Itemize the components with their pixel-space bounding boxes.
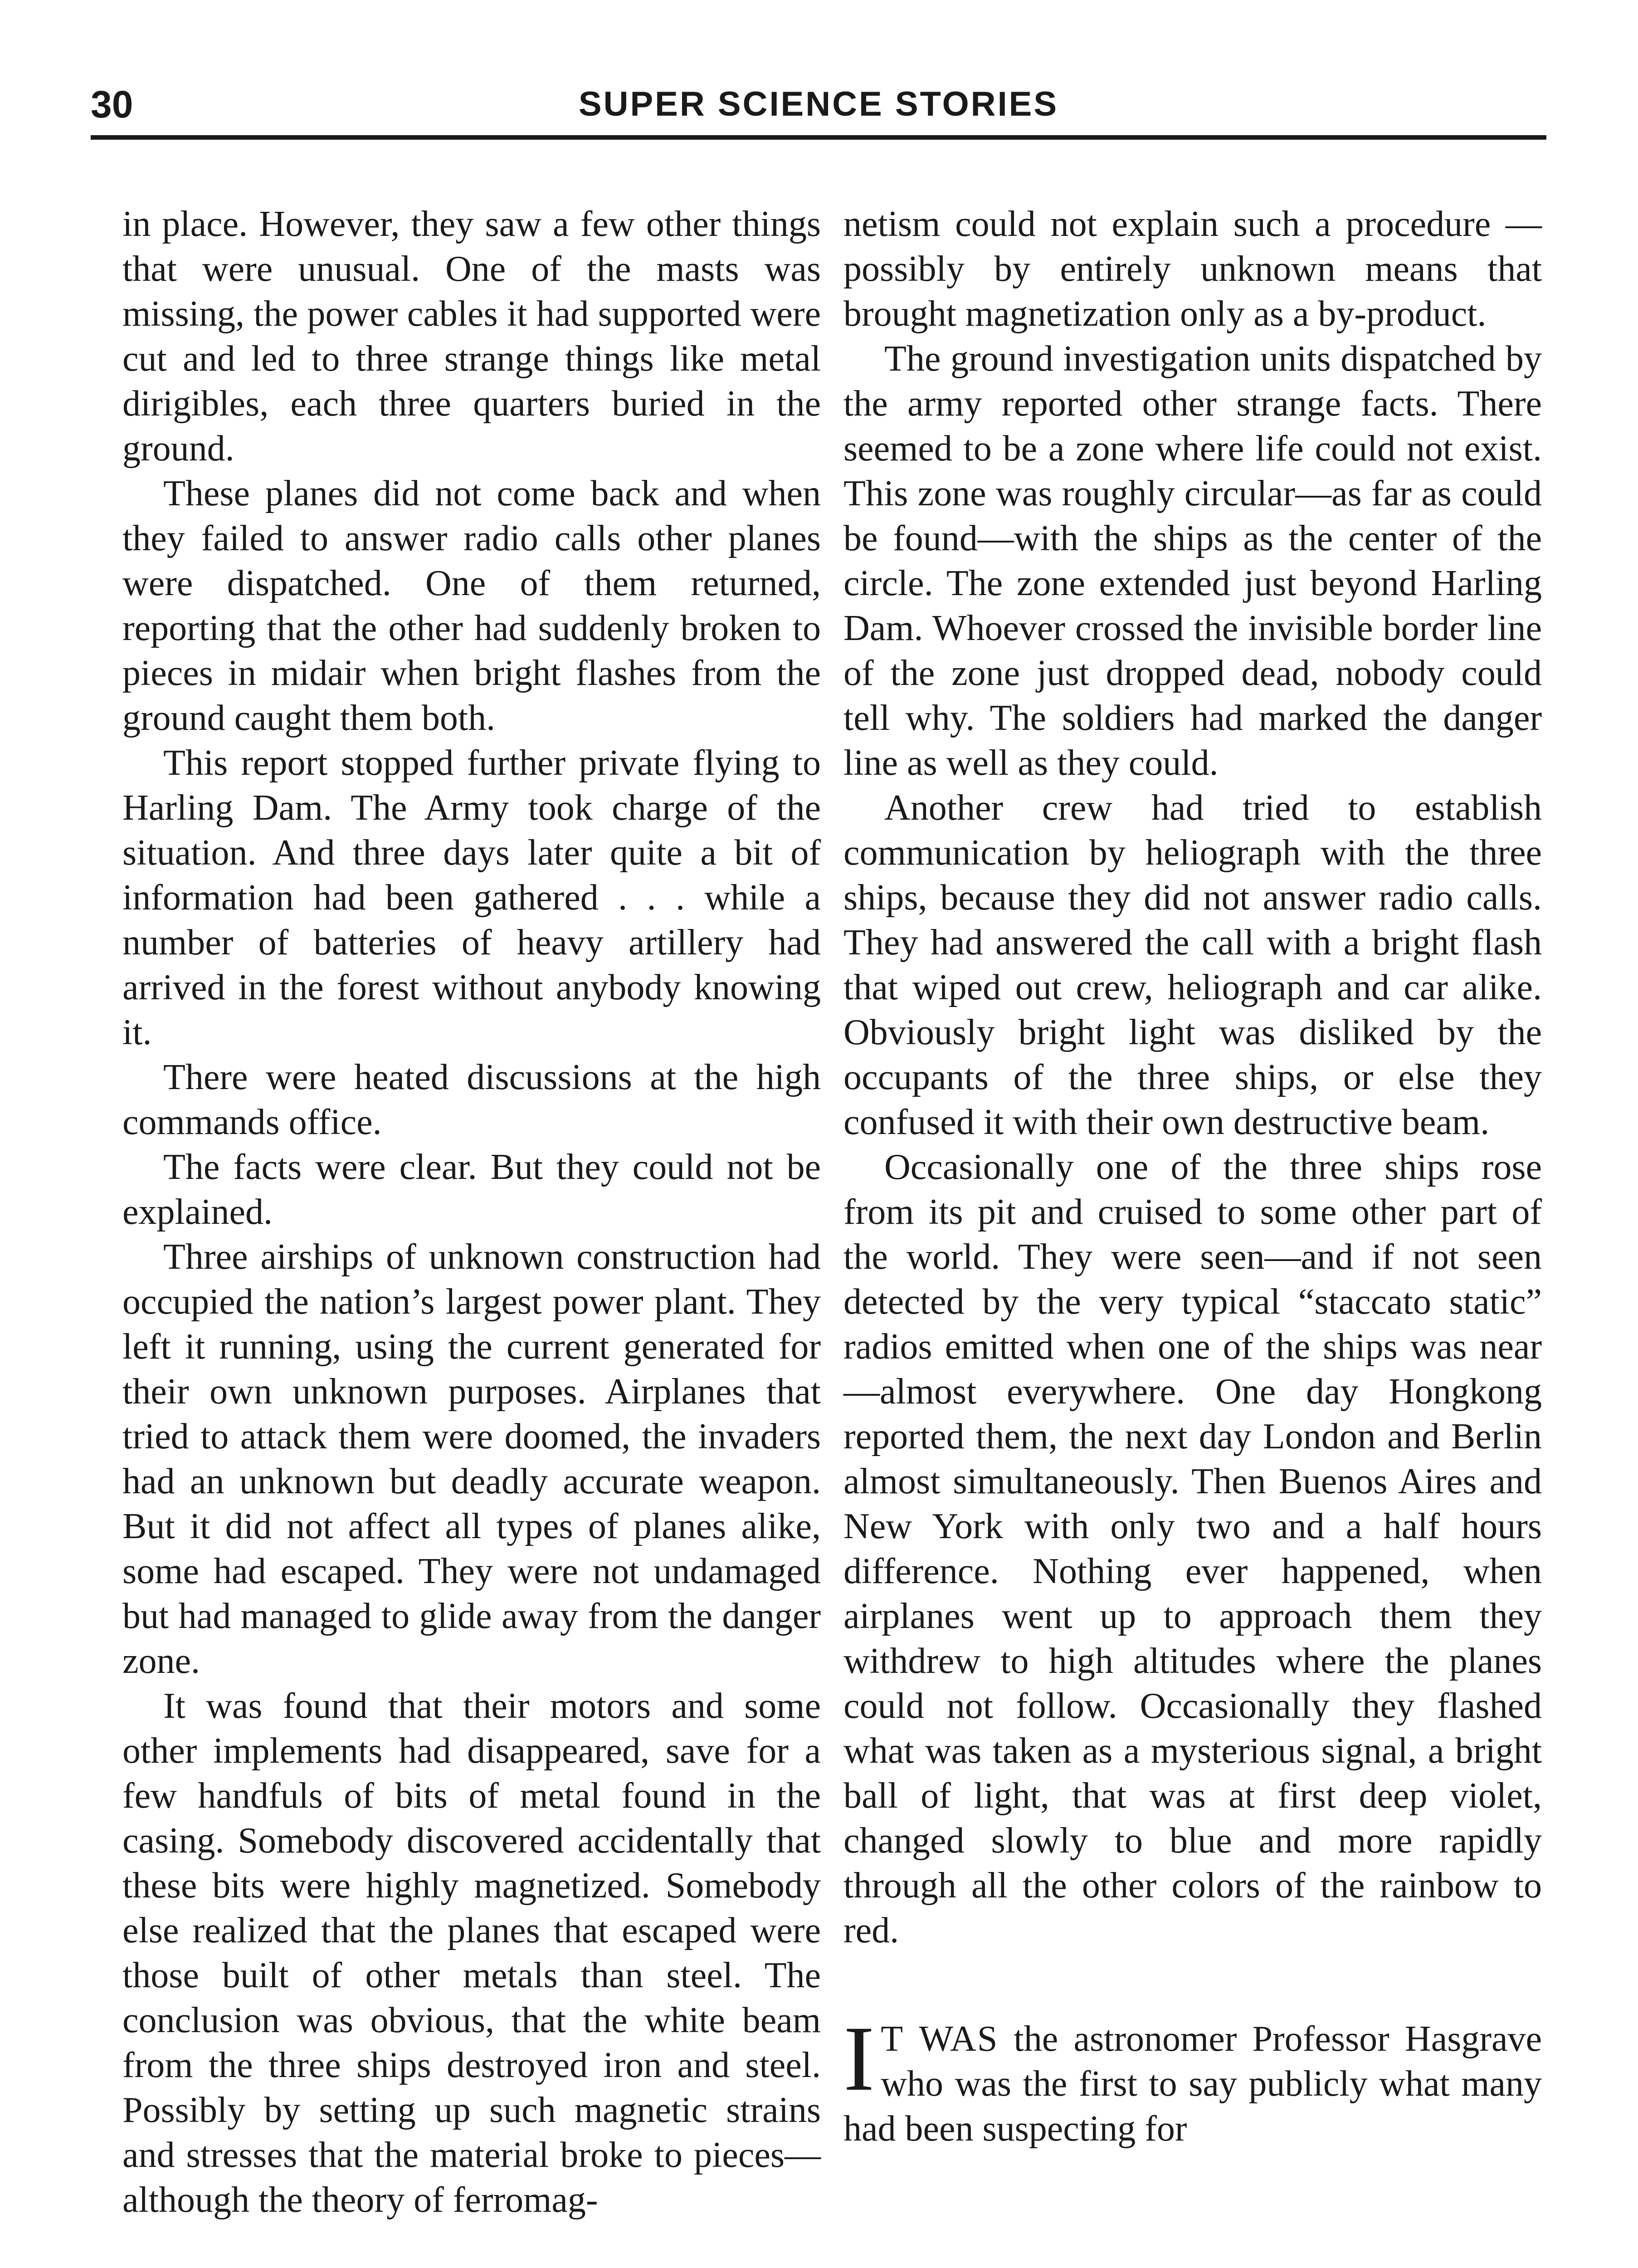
running-title: SUPER SCIENCE STORIES — [578, 85, 1059, 123]
paragraph: Three airships of unknown construction had occupied the nation’s largest power plant. They left it running, using the current generated for their own unknown purposes. Airplanes that tried to attack them were doomed, the invaders had an unknown but deadly accurate weapon. But it did not affect all types of planes alike, some had escaped. They were not undamaged but had managed to glide away from the danger zone. — [122, 1237, 821, 1681]
section-break — [843, 1953, 1542, 2017]
paragraph: The ground investigation units dispatched by the army reported other strange facts. There seemed to be a zone where life could not exist. This zone was roughly circular—as far as could be found—with the ships as the center of the circle. The zone extended just beyond Harling Dam. Whoever crossed the invisible border line of the zone just dropped dead, nobody could tell why. The soldiers had marked the danger line as well as they could. — [843, 339, 1542, 783]
page-header — [91, 73, 1546, 127]
drop-cap: I — [843, 2007, 875, 2110]
paragraph: Another crew had tried to establish communication by heliograph with the three ships, because they did not answer radio calls. They had answered the call with a bright flash that wiped out crew, heliograph and car alike. Obviously bright light was disliked by the occupants of the three ships, or else they confused it with their own destructive beam. — [843, 788, 1542, 1142]
section-opening-paragraph — [843, 2007, 1542, 2151]
header-rule — [91, 135, 1546, 140]
paragraph: This report stopped further private flying to Harling Dam. The Army took charge of the situation. And three days later quite a bit of information had been gathered . . . while a number of batteries of heavy artillery had arrived in the forest without anybody knowing it. — [122, 743, 821, 1052]
paragraph: in place. However, they saw a few other things that were unusual. One of the masts was missing, the power cables it had supported were cut and led to three strange things like metal dirigibles, each three quarters buried in the ground. — [122, 204, 821, 469]
lead-in-caps: T WAS — [881, 2019, 999, 2059]
paragraph-text: the astronomer Professor Hasgrave who was the first to say publicly what many had been suspecting for — [843, 2019, 1542, 2149]
paragraph: The facts were clear. But they could not be explained. — [122, 1147, 821, 1232]
paragraph: There were heated discussions at the high commands office. — [122, 1057, 821, 1142]
paragraph: netism could not explain such a procedure —possibly by entirely unknown means that brought magnetization only as a by-product. — [843, 204, 1542, 334]
left-column — [122, 202, 821, 2223]
paragraph: These planes did not come back and when they failed to answer radio calls other planes were dispatched. One of them returned, reporting that the other had suddenly broken to pieces in midair when bright flashes from the ground caught them both. — [122, 474, 821, 738]
paragraph: Occasionally one of the three ships rose from its pit and cruised to some other part of the world. They were seen—and if not seen detected by the very typical “staccato static” radios emitted when one of the ships was near—almost everywhere. One day Hongkong reported them, the next day London and Berlin almost simultaneously. Then Buenos Aires and New York with only two and a half hours difference. Nothing ever happened, when airplanes went up to approach them they withdrew to high altitudes where the planes could not follow. Occasionally they flashed what was taken as a mysterious signal, a bright ball of light, that was at first deep violet, changed slowly to blue and more rapidly through all the other colors of the rainbow to red. — [843, 1147, 1542, 1950]
right-column — [843, 202, 1542, 2151]
paragraph: It was found that their motors and some other implements had disappeared, save for a few handfuls of bits of metal found in the casing. Somebody discovered accidentally that these bits were highly magnetized. Somebody else realized that the planes that escaped were those built of other metals than steel. The conclusion was obvious, that the white beam from the three ships destroyed iron and steel. Possibly by setting up such magnetic strains and stresses that the material broke to pieces—although the theory of ferromag- — [122, 1686, 821, 2220]
page-number: 30 — [91, 83, 133, 126]
